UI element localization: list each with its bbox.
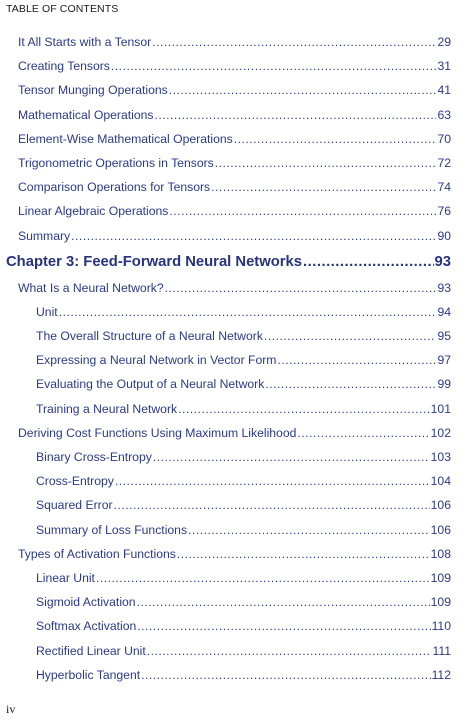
toc-entry-title: Linear Unit [36, 570, 95, 585]
dot-leader [265, 372, 436, 396]
toc-entry-page: 106 [430, 522, 451, 537]
toc-entry-title: Chapter 3: Feed-Forward Neural Networks [6, 253, 303, 270]
dot-leader [115, 469, 430, 493]
toc-subentry[interactable] [0, 518, 461, 542]
toc-entry-page: 109 [430, 570, 451, 585]
toc-entry-page: 95 [437, 329, 451, 344]
toc-entry-page: 41 [437, 83, 451, 98]
toc-entry[interactable] [0, 127, 461, 151]
toc-entry-title: Evaluating the Output of a Neural Network [36, 377, 265, 392]
toc-entry[interactable] [0, 30, 461, 54]
dot-leader [303, 248, 434, 276]
toc-entry-page: 106 [430, 498, 451, 513]
toc-subentry[interactable] [0, 663, 461, 687]
toc-entry-page: 70 [437, 131, 451, 146]
toc-entry[interactable] [0, 54, 461, 78]
toc-entry-title: Creating Tensors [18, 59, 110, 74]
toc-entry-page: 108 [430, 546, 451, 561]
toc-entry[interactable] [0, 276, 461, 300]
dot-leader [211, 175, 436, 199]
dot-leader [154, 103, 436, 127]
dot-leader [234, 127, 437, 151]
toc-entry-page: 111 [432, 643, 451, 658]
dot-leader [71, 224, 436, 248]
toc-entry-page: 93 [434, 253, 451, 270]
toc-entry[interactable] [0, 542, 461, 566]
toc-entry[interactable] [0, 199, 461, 223]
toc-entry-title: Cross-Entropy [36, 474, 114, 489]
toc-entry-title: Sigmoid Activation [36, 595, 136, 610]
toc-subentry[interactable] [0, 469, 461, 493]
toc-subentry[interactable] [0, 493, 461, 517]
toc-entry-title: Softmax Activation [36, 619, 137, 634]
toc-subentry[interactable] [0, 300, 461, 324]
dot-leader [147, 639, 432, 663]
toc-entry-page: 94 [437, 304, 451, 319]
toc-entry-title: Binary Cross-Entropy [36, 450, 152, 464]
toc-entry-page: 90 [437, 228, 451, 243]
dot-leader [169, 199, 436, 223]
toc-entry-title: Linear Algebraic Operations [18, 204, 169, 219]
toc-entry-page: 110 [431, 619, 451, 634]
toc-entry-page: 74 [437, 180, 451, 195]
toc-subentry[interactable] [0, 445, 461, 469]
toc-chapter-entry[interactable] [0, 248, 461, 276]
running-header: TABLE OF CONTENTS [6, 3, 119, 15]
toc-subentry[interactable] [0, 590, 461, 614]
dot-leader [141, 663, 430, 687]
toc-entry-page: 72 [437, 155, 451, 170]
toc-entry-title: Mathematical Operations [18, 107, 154, 122]
toc-entry-title: Rectified Linear Unit [36, 643, 146, 658]
dot-leader [137, 590, 430, 614]
toc-entry-title: Training a Neural Network [36, 401, 178, 416]
dot-leader [277, 348, 436, 372]
toc-entry[interactable] [0, 78, 461, 102]
toc-entry-page: 63 [437, 107, 451, 122]
toc-entry-title: The Overall Structure of a Neural Network [36, 329, 263, 344]
toc-entry-page: 31 [437, 59, 451, 74]
toc-entry-page: 76 [437, 204, 451, 219]
toc-entry-page: 97 [437, 353, 451, 368]
toc-entry-page: 29 [437, 35, 451, 49]
toc-entry-title: Element-Wise Mathematical Operations [18, 131, 233, 146]
dot-leader [137, 614, 430, 638]
dot-leader [188, 518, 430, 542]
dot-leader [165, 276, 437, 300]
toc-subentry[interactable] [0, 397, 461, 421]
toc-entry[interactable] [0, 103, 461, 127]
dot-leader [59, 300, 437, 324]
dot-leader [152, 30, 436, 54]
toc-entry-title: Expressing a Neural Network in Vector Form [36, 353, 277, 368]
toc-entry-page: 109 [430, 595, 451, 610]
toc-entry-page: 99 [437, 377, 451, 392]
dot-leader [96, 566, 430, 590]
toc-entry-title: Summary of Loss Functions [36, 522, 188, 537]
toc-entry-title: Types of Activation Functions [18, 546, 176, 561]
toc-entry-page: 93 [437, 280, 451, 295]
toc-entry-title: Trigonometric Operations in Tensors [18, 155, 214, 170]
toc-entry-page: 104 [430, 474, 451, 489]
dot-leader [169, 78, 437, 102]
dot-leader [177, 542, 430, 566]
toc-entry-title: Tensor Munging Operations [18, 83, 168, 98]
toc-entry[interactable] [0, 151, 461, 175]
toc-subentry[interactable] [0, 566, 461, 590]
toc-entry[interactable] [0, 175, 461, 199]
toc-entry-title: Deriving Cost Functions Using Maximum Likelihood [18, 425, 297, 440]
toc-subentry[interactable] [0, 639, 461, 663]
dot-leader [215, 151, 437, 175]
toc-entry-title: What Is a Neural Network? [18, 280, 164, 295]
toc-entry[interactable] [0, 224, 461, 248]
toc-entry-page: 112 [431, 667, 451, 682]
toc-entry-title: Summary [18, 228, 71, 243]
dot-leader [153, 445, 430, 469]
toc-entry-title: It All Starts with a Tensor [18, 35, 152, 49]
dot-leader [111, 54, 437, 78]
toc-entry-title: Squared Error [36, 498, 113, 513]
toc-entry-page: 102 [430, 425, 451, 440]
toc-entry-page: 101 [430, 401, 451, 416]
toc-entry-page: 103 [430, 450, 451, 464]
dot-leader [178, 397, 430, 421]
dot-leader [297, 421, 429, 445]
toc-entry[interactable] [0, 421, 461, 445]
toc-entry-title: Comparison Operations for Tensors [18, 180, 211, 195]
toc-subentry[interactable] [0, 348, 461, 372]
dot-leader [114, 493, 430, 517]
toc-entry-title: Hyperbolic Tangent [36, 667, 141, 682]
toc-subentry[interactable] [0, 324, 461, 348]
toc-entry-title: Unit [36, 304, 58, 319]
table-of-contents [0, 30, 461, 687]
toc-subentry[interactable] [0, 372, 461, 396]
dot-leader [264, 324, 437, 348]
toc-subentry[interactable] [0, 614, 461, 638]
page-number: iv [6, 702, 16, 716]
